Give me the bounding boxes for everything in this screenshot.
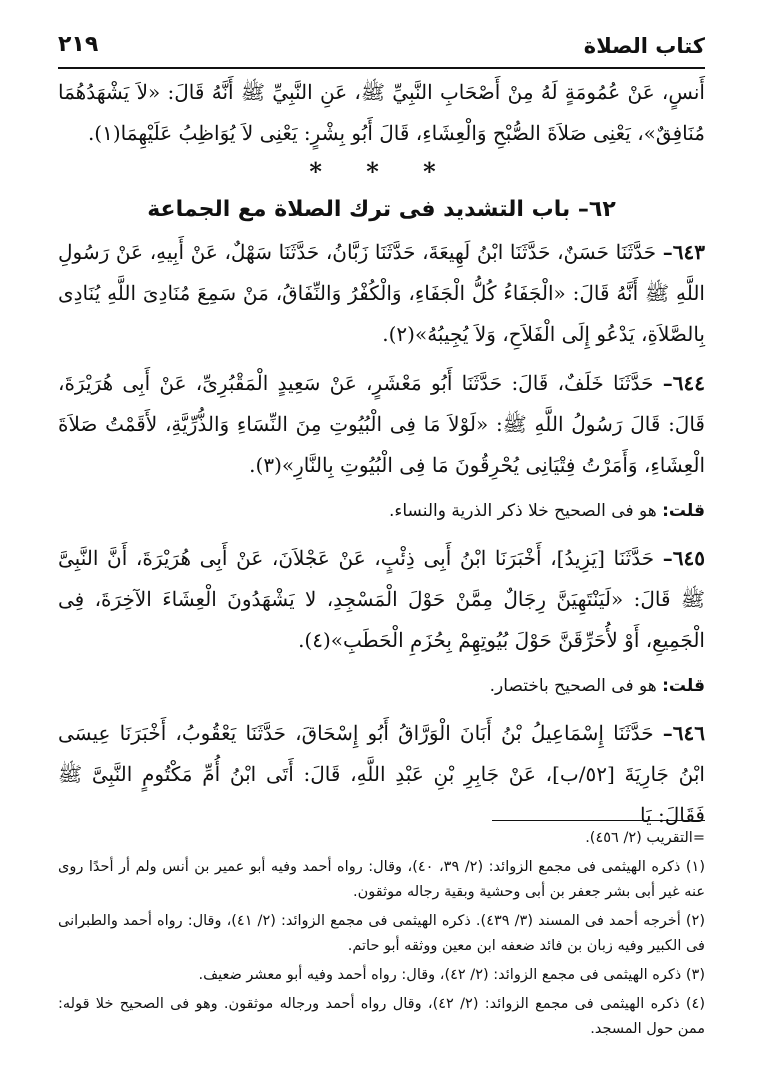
hadith-text: حَدَّثَنَا إِسْمَاعِيلُ بْنُ أَبَانَ الْوَرَّاقُ أَبُو إِسْحَاقَ، حَدَّثَنَا يَعْقُوبُ، أَخْبَرَنَا عِيسَى ابْنُ جَارِيَةَ [٥٢/ب]، عَنْ جَابِرِ بْنِ عَبْدِ اللَّهِ، قَالَ: أَتَى ابْنُ أُمِّ مَكْتُومٍ النَّبِىَّ ﷺ فَقَالَ: يَا — [58, 721, 705, 827]
hadith-text: حَدَّثَنَا خَلَفٌ، قَالَ: حَدَّثَنَا أَبُو مَعْشَرٍ، عَنْ سَعِيدٍ الْمَقْبُرِىِّ، عَنْ أَبِى هُرَيْرَةَ، قَالَ: قَالَ رَسُولُ اللَّهِ ﷺ: «لَوْلاَ مَا فِى الْبُيُوتِ مِنَ النِّسَاءِ وَالذُّرِّيَّةِ، لأَقَمْتُ صَلاَةَ الْعِشَاءِ، وَأَمَرْتُ فِتْيَانِى يُحْرِقُونَ مَا فِى الْبُيُوتِ بِالنَّارِ»(٣). — [58, 371, 705, 477]
hadith-number: ٦٤٤– — [662, 371, 705, 395]
hadith-text: حَدَّثَنَا حَسَنٌ، حَدَّثَنَا ابْنُ لَهِيعَةَ، حَدَّثَنَا زَبَّانُ، حَدَّثَنَا سَهْلٌ، عَنْ أَبِيهِ، عَنْ رَسُولِ اللَّهِ ﷺ أَنَّهُ قَالَ: «الْجَفَاءُ كُلُّ الْجَفَاءِ، وَالْكُفْرُ وَالنِّفَاقُ، مَنْ سَمِعَ مُنَادِىَ اللَّهِ يُنَادِى بِالصَّلاَةِ، يَدْعُو إِلَى الْفَلاَحِ، وَلاَ يُجِيبُهُ»(٢). — [58, 240, 705, 346]
hadith-text: حَدَّثَنَا [يَزِيدُ]، أَخْبَرَنَا ابْنُ أَبِى ذِئْبٍ، عَنْ عَجْلاَنَ، عَنْ أَبِى هُرَيْرَةَ، أَنَّ النَّبِىَّ ﷺ قَالَ: «لَيَنْتَهِيَنَّ رِجَالٌ مِمَّنْ حَوْلَ الْمَسْجِدِ، لا يَشْهَدُونَ الْعِشَاءَ الآخِرَةَ، فِى الْجَمِيعِ، أَوْ لأُحَرِّقَنَّ حَوْلَ بُيُوتِهِمْ بِحُزَمِ الْحَطَبِ»(٤). — [58, 546, 705, 652]
hadith-number: ٦٤٣– — [662, 240, 706, 264]
footnotes — [58, 826, 705, 1042]
chapter-heading: ٦٢– باب التشديد فى ترك الصلاة مع الجماعة — [147, 197, 616, 222]
footnote-4: (٤) ذكره الهيثمى فى مجمع الزوائد: (٢/ ٤٢)، وقال رواه أحمد ورجاله موثقون. وهو فى الصحيح خلا قوله: ممن حول المسجد. — [58, 996, 706, 1037]
editor-note — [58, 492, 705, 530]
hadith-643 — [58, 232, 705, 355]
hadith-646 — [58, 713, 705, 836]
footnote-rule — [492, 820, 705, 821]
note-label: قلت: — [662, 501, 705, 521]
page-number: ٢١٩ — [58, 32, 99, 57]
hadith-number: ٦٤٦– — [662, 721, 705, 745]
footnote-2: (٢) أخرجه أحمد فى المسند (٣/ ٤٣٩). ذكره الهيثمى فى مجمع الزوائد: (٢/ ٤١)، وقال: رواه أحمد والطبرانى فى الكبير وفيه زبان بن فائد ضعفه ابن معين ووثقه أبو حاتم. — [58, 913, 705, 954]
intro-paragraph: أَنسٍ، عَنْ عُمُومَةٍ لَهُ مِنْ أَصْحَابِ النَّبِيِّ ﷺ، عَنِ النَّبِيِّ ﷺ أَنَّهُ قَالَ: «لاَ يَشْهَدُهُمَا مُنَافِقٌ»، يَعْنِى صَلاَةَ الصُّبْحِ وَالْعِشَاءِ، قَالَ أَبُو بِشْرٍ: يَعْنِى لاَ يُوَاظِبُ عَلَيْهِمَا(١). — [58, 80, 705, 145]
hadith-645 — [58, 538, 705, 661]
note-label: قلت: — [662, 676, 705, 696]
hadith-number: ٦٤٥– — [662, 546, 705, 570]
footnote-continuation: =التقريب (٢/ ٤٥٦). — [585, 830, 705, 846]
editor-note — [58, 667, 705, 705]
hadith-644 — [58, 363, 705, 486]
section-separator: * * * — [309, 157, 454, 186]
note-text: هو فى الصحيح خلا ذكر الذرية والنساء. — [388, 501, 663, 521]
footnote-1: (١) ذكره الهيثمى فى مجمع الزوائد: (٢/ ٣٩، ٤٠)، وقال: رواه أحمد وفيه أبو عمير بن أنس ولم أر أحدًا روى عنه غير أبى بشر جعفر بن أبى وحشية وبقية رجاله موثقون. — [58, 859, 706, 900]
note-text: هو فى الصحيح باختصار. — [489, 676, 663, 696]
footnote-3: (٣) ذكره الهيثمى فى مجمع الزوائد: (٢/ ٤٢)، وقال: رواه أحمد وفيه أبو معشر ضعيف. — [198, 967, 705, 983]
main-text — [58, 72, 705, 836]
running-header — [58, 28, 705, 64]
book-title: كتاب الصلاة — [583, 34, 705, 58]
header-rule — [58, 67, 705, 69]
